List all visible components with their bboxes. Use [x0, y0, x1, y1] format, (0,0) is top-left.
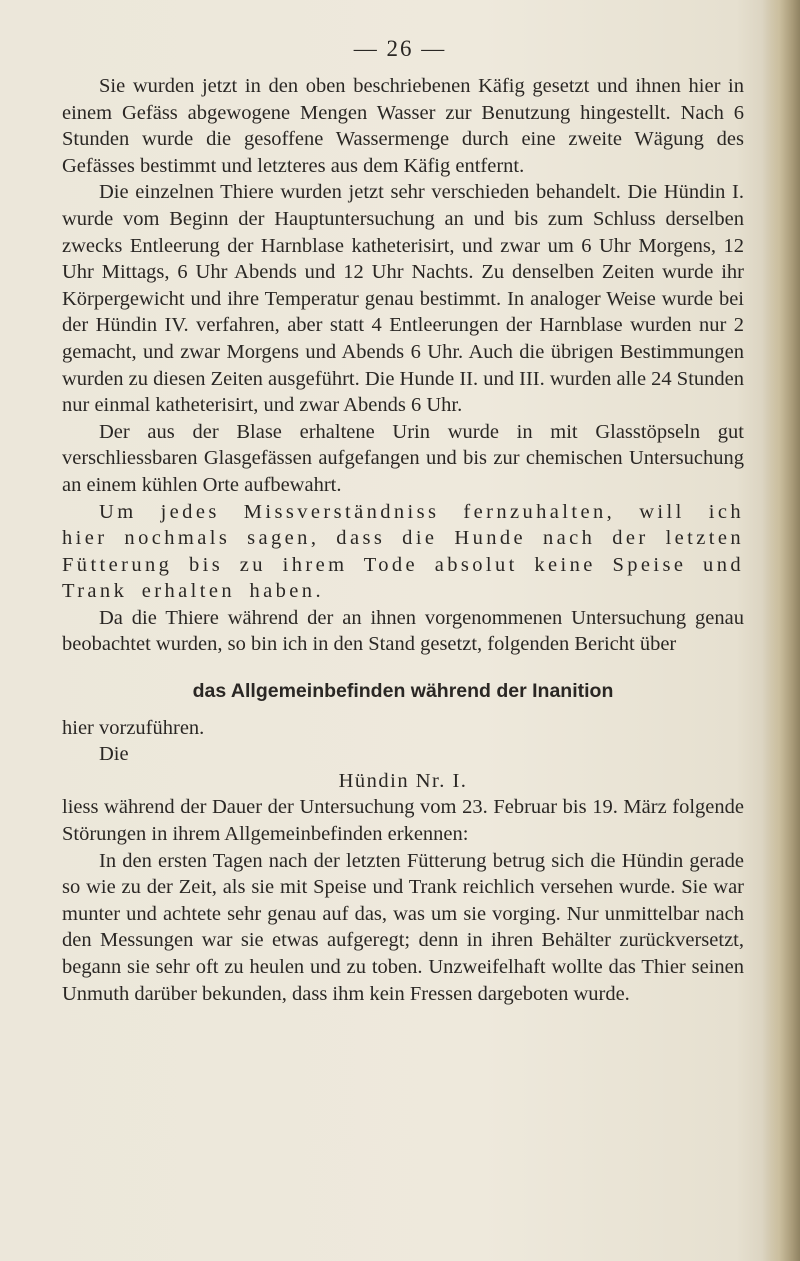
paragraph-treatment: Die einzelnen Thiere wurden jetzt sehr verschieden behandelt. Die Hündin I. wurde vom Beginn der Hauptuntersuchung an und bis zum Schluss derselben zwecks Entleerung der Harnblase katheterisirt, und zwar um 6 Uhr Morgens, 12 Uhr Mittags, 6 Uhr Abends und 12 Uhr Nachts. Zu denselben Zeiten wurde ihr Körpergewicht und ihre Temperatur genau bestimmt. In analoger Weise wurde bei der Hündin IV. verfahren, aber statt 4 Entleerungen der Harnblase wurden nur 2 gemacht, und zwar Morgens und Abends 6 Uhr. Auch die übrigen Bestimmungen wurden zu diesen Zeiten ausgeführt. Die Hunde II. und III. wurden alle 24 Stunden nur einmal katheterisirt, und zwar Abends 6 Uhr.: [62, 181, 744, 417]
paragraph-cage: Sie wurden jetzt in den oben beschriebenen Käfig gesetzt und ihnen hier in einem Gefäss abgewogene Mengen Wasser zur Benutzung hingestellt. Nach 6 Stunden wurde die gesoffene Wassermenge durch eine zweite Wägung des Gefässes bestimmt und letzteres aus dem Käfig entfernt.: [62, 75, 744, 177]
paragraph-die: Die: [99, 743, 129, 766]
paragraph-disturbances: liess während der Dauer der Untersuchung vom 23. Februar bis 19. März folgende Störungen in ihrem Allgemeinbefinden erkennen:: [62, 796, 744, 846]
paragraph-present: hier vorzuführen.: [62, 716, 205, 739]
page-edge-shadow: [762, 0, 800, 1261]
paragraph-observation: Da die Thiere während der an ihnen vorgenommenen Untersuchung genau beobachtet wurden, so bin ich in den Stand gesetzt, folgenden Bericht über: [62, 606, 744, 656]
paragraph-urine: Der aus der Blase erhaltene Urin wurde in mit Glasstöpseln gut verschliessbaren Glasgefässen aufgefangen und bis zur chemischen Untersuchung an einem kühlen Orte aufbewahrt.: [62, 420, 744, 496]
page-number: — 26 —: [353, 36, 447, 61]
section-heading: das Allgemeinbefinden während der Inanition: [192, 680, 614, 703]
paragraph-emphasis: Um jedes Missverständniss fernzuhalten, will ich hier nochmals sagen, dass die Hunde nach der letzten Fütterung bis zu ihrem Tode absolut keine Speise und Trank erhalten haben.: [62, 500, 744, 603]
page-body: [62, 73, 744, 1007]
subheading-huendin: Hündin Nr. I.: [338, 769, 468, 792]
paragraph-first-days: In den ersten Tagen nach der letzten Fütterung betrug sich die Hündin gerade so wie zu der Zeit, als sie mit Speise und Trank reichlich versehen wurde. Sie war munter und achtete sehr genau auf das, was um sie vorging. Nur unmittelbar nach den Messungen war sie etwas aufgeregt; denn in ihren Behälter zurückversetzt, begann sie sehr oft zu heulen und zu toben. Unzweifelhaft wollte das Thier seinen Unmuth darüber bekunden, dass ihm kein Fressen dargeboten wurde.: [62, 849, 744, 1005]
